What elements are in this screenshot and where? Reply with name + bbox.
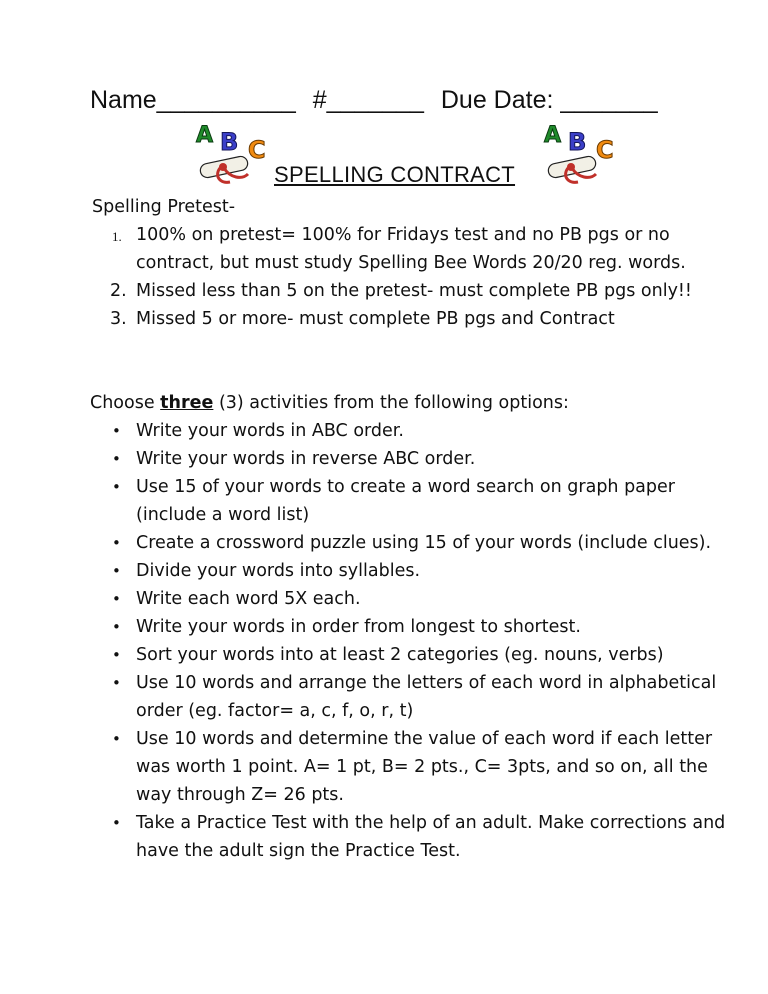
letter-c-icon <box>596 136 614 164</box>
bullet-icon: • <box>112 674 121 692</box>
header-fields <box>90 86 668 115</box>
svg-text:C: C <box>248 136 266 164</box>
bullet-icon: • <box>112 562 121 580</box>
letter-c-icon <box>248 136 266 164</box>
option-text: Write your words in order from longest to shortest. <box>136 617 581 637</box>
bullet-icon: • <box>112 478 121 496</box>
due-date-field-label: Due Date: _______ <box>440 86 658 114</box>
svg-text:C: C <box>596 136 614 164</box>
bullet-icon: • <box>112 730 121 748</box>
option-text: Use 15 of your words to create a word search on graph paper (include a word list) <box>136 477 675 525</box>
letter-b-icon <box>568 128 586 156</box>
activity-option <box>92 725 742 809</box>
number-field-label: #_______ <box>312 86 424 114</box>
pretest-rule <box>92 221 742 277</box>
bullet-icon: • <box>112 814 121 832</box>
choose-emphasis: three <box>160 393 214 413</box>
activity-option <box>92 445 742 473</box>
bullet-icon: • <box>112 422 121 440</box>
rule-text: Missed 5 or more- must complete PB pgs and Contract <box>136 309 615 329</box>
choose-prefix: Choose <box>90 393 161 413</box>
activity-option <box>92 809 742 865</box>
rule-text: Missed less than 5 on the pretest- must complete PB pgs only!! <box>136 281 692 301</box>
pretest-heading: Spelling Pretest- <box>92 197 236 217</box>
bullet-icon: • <box>112 618 121 636</box>
diploma-scroll-icon <box>199 155 249 182</box>
rule-number: 1. <box>112 229 122 244</box>
pretest-rules-list <box>92 221 742 333</box>
option-text: Write each word 5X each. <box>136 589 361 609</box>
letter-a-icon <box>196 123 213 148</box>
bullet-icon: • <box>112 534 121 552</box>
pretest-rule <box>92 277 742 305</box>
activity-option <box>92 529 742 557</box>
option-text: Use 10 words and determine the value of each word if each letter was worth 1 point. A= 1 pt, B= 2 pts., C= 3pts, and so on, all the way through Z= 26 pts. <box>136 729 713 805</box>
bullet-icon: • <box>112 450 121 468</box>
rule-number: 3. <box>110 309 127 329</box>
pretest-rule <box>92 305 742 333</box>
activity-option <box>92 669 742 725</box>
activity-option <box>92 613 742 641</box>
option-text: Create a crossword puzzle using 15 of your words (include clues). <box>136 533 712 553</box>
activity-options-list <box>92 417 742 865</box>
svg-text:A: A <box>196 123 214 148</box>
rule-number: 2. <box>110 281 127 301</box>
option-text: Take a Practice Test with the help of an adult. Make corrections and have the adult sign the Practice Test. <box>136 813 726 861</box>
option-text: Sort your words into at least 2 categories (eg. nouns, verbs) <box>136 645 664 665</box>
letter-a-icon <box>544 123 561 148</box>
bullet-icon: • <box>112 646 121 664</box>
svg-text:B: B <box>568 128 587 156</box>
name-field-label: Name__________ <box>90 86 296 114</box>
option-text: Use 10 words and arrange the letters of each word in alphabetical order (eg. factor= a, c, f, o, r, t) <box>136 673 717 721</box>
bullet-icon: • <box>112 590 121 608</box>
letter-b-icon <box>220 128 238 156</box>
activity-option <box>92 417 742 445</box>
choose-instructions <box>90 389 569 417</box>
svg-text:B: B <box>220 128 239 156</box>
activity-option <box>92 585 742 613</box>
activity-option <box>92 641 742 669</box>
activity-option <box>92 557 742 585</box>
rule-text: 100% on pretest= 100% for Fridays test and no PB pgs or no contract, but must study Spelling Bee Words 20/20 reg. words. <box>136 225 686 273</box>
page-title: SPELLING CONTRACT <box>274 162 516 187</box>
abc-diploma-clipart-left <box>190 120 280 190</box>
choose-suffix: (3) activities from the following options: <box>213 393 569 413</box>
option-text: Divide your words into syllables. <box>136 561 421 581</box>
abc-diploma-clipart-right <box>538 120 628 190</box>
diploma-scroll-icon <box>547 155 597 182</box>
option-text: Write your words in ABC order. <box>136 421 404 441</box>
activity-option <box>92 473 742 529</box>
option-text: Write your words in reverse ABC order. <box>136 449 476 469</box>
svg-text:A: A <box>544 123 562 148</box>
